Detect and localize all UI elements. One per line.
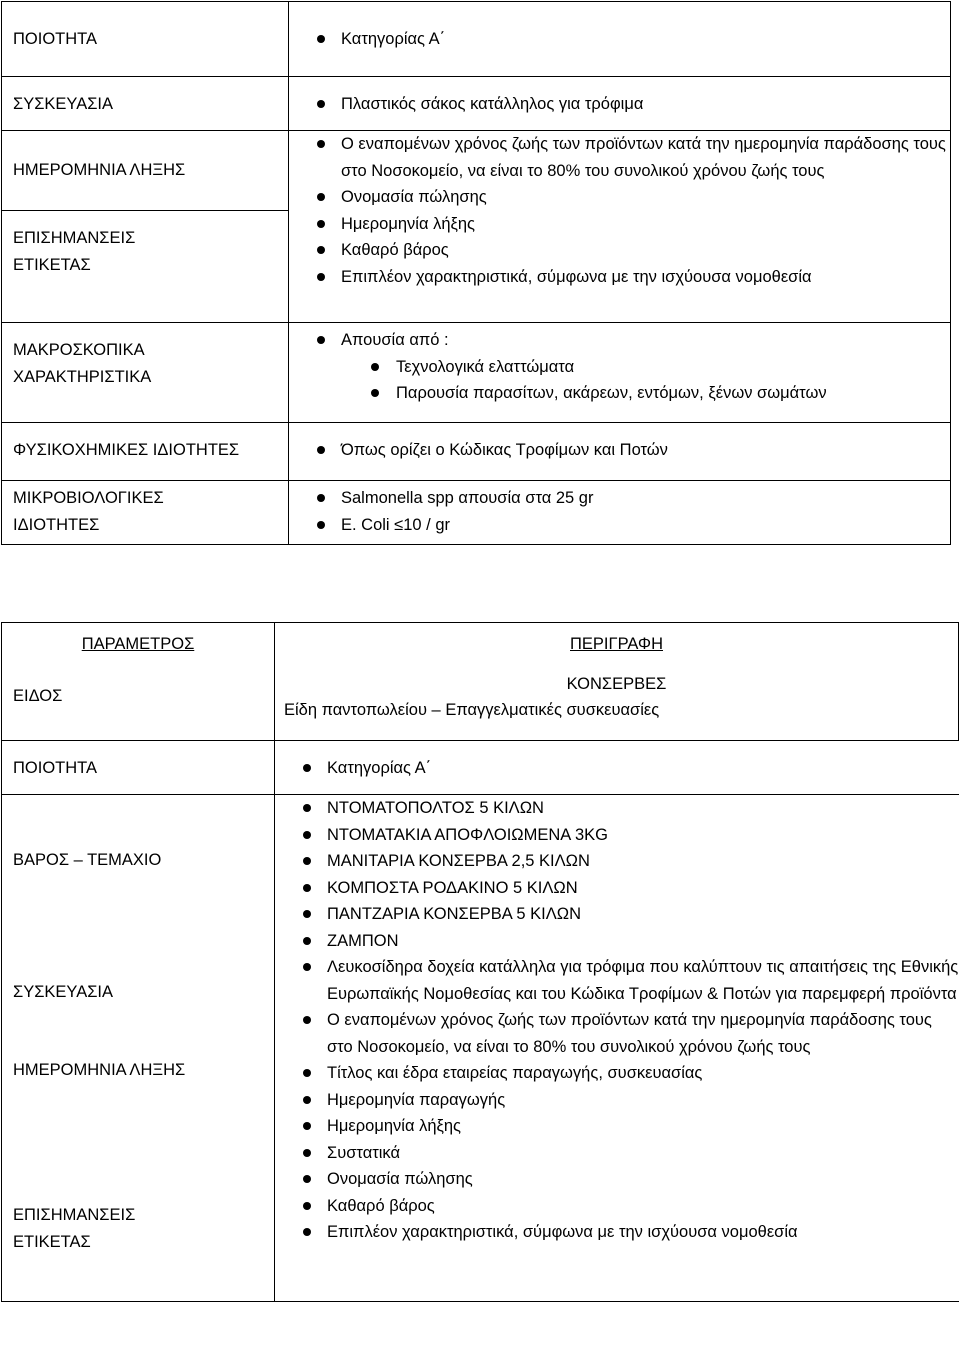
list-item: ΝΤΟΜΑΤΑΚΙΑ ΑΠΟΦΛΟΙΩΜΕΝΑ 3KG — [275, 822, 959, 849]
list-item: Καθαρό βάρος — [289, 237, 950, 264]
specs-table-1 — [1, 1, 951, 545]
macro-list — [289, 327, 950, 354]
list-item: Πλαστικός σάκος κατάλληλος για τρόφιμα — [289, 91, 950, 118]
list-item: Λευκοσίδηρα δοχεία κατάλληλα για τρόφιμα που καλύπτουν τις απαιτήσεις της Εθνικής Ευρωπαϊκής Νομοθεσίας και του Κώδικα Τροφίμων & Ποτών για παρεμφερή προϊόντα — [275, 954, 959, 1007]
labelling-label-cell — [2, 211, 289, 323]
big-value-cell — [275, 795, 959, 1302]
packaging2-label: ΣΥΣΚΕΥΑΣΙΑ — [13, 983, 113, 1001]
list-item: Ονομασία πώλησης — [289, 184, 950, 211]
list-item: Τεχνολογικά ελαττώματα — [289, 354, 950, 381]
labelling2-label-line-1: ΕΠΙΣΗΜΑΝΣΕΙΣ — [13, 1206, 136, 1224]
list-item: Κατηγορίας Α΄ — [289, 26, 950, 53]
kind-title: ΚΟΝΣΕΡΒΕΣ — [566, 675, 667, 693]
labelling2-label-line-2: ΕΤΙΚΕΤΑΣ — [13, 1232, 91, 1251]
labelling-label-line-1: ΕΠΙΣΗΜΑΝΣΕΙΣ — [13, 229, 136, 247]
physchem-list — [289, 437, 950, 464]
expiry-label-cell — [2, 131, 289, 211]
micro-label-line-2: ΙΔΙΟΤΗΤΕΣ — [13, 515, 100, 534]
macro-label-line-2: ΧΑΡΑΚΤΗΡΙΣΤΙΚΑ — [13, 367, 152, 386]
list-item: Ημερομηνία παραγωγής — [275, 1087, 959, 1114]
list-item: Ονομασία πώλησης — [275, 1166, 959, 1193]
list-item: Ο εναπομένων χρόνος ζωής των προϊόντων κατά την ημερομηνία παράδοσης τους στο Νοσοκομείο, να είναι το 80% του συνολικού χρόνου ζωής τους — [275, 1007, 959, 1060]
list-item: Όπως ορίζει ο Κώδικας Τροφίμων και Ποτών — [289, 437, 950, 464]
list-item: ΠΑΝΤΖΑΡΙΑ ΚΟΝΣΕΡΒΑ 5 ΚΙΛΩΝ — [275, 901, 959, 928]
quality2-list — [275, 755, 959, 782]
physchem-label: ΦΥΣΙΚΟΧΗΜΙΚΕΣ ΙΔΙΟΤΗΤΕΣ — [13, 441, 240, 459]
packaging-value-cell — [289, 77, 951, 131]
big-label-cell — [2, 795, 275, 1302]
micro-list — [289, 485, 950, 538]
list-item: ΚΟΜΠΟΣΤΑ ΡΟΔΑΚΙΝΟ 5 ΚΙΛΩΝ — [275, 875, 959, 902]
list-item: Ημερομηνία λήξης — [289, 211, 950, 238]
list-item: Κατηγορίας Α΄ — [275, 755, 959, 782]
expiry2-list — [275, 1007, 959, 1060]
labelling2-list — [275, 1060, 959, 1246]
list-item: Salmonella spp απουσία στα 25 gr — [289, 485, 950, 512]
quality2-value-cell — [275, 741, 959, 795]
list-item: ΜΑΝΙΤΑΡΙΑ ΚΟΝΣΕΡΒΑ 2,5 ΚΙΛΩΝ — [275, 848, 959, 875]
list-item: ΖΑΜΠΟΝ — [275, 928, 959, 955]
packaging-label-cell — [2, 77, 289, 131]
weight-list — [275, 795, 959, 954]
list-item: E. Coli ≤10 / gr — [289, 512, 950, 539]
param-header-cell — [2, 623, 275, 741]
specs-table-2 — [1, 622, 959, 1302]
weight-label: ΒΑΡΟΣ – ΤΕΜΑΧΙΟ — [13, 851, 162, 869]
physchem-label-cell — [2, 423, 289, 481]
labelling-label-line-2: ΕΤΙΚΕΤΑΣ — [13, 255, 91, 274]
list-item: Τίτλος και έδρα εταιρείας παραγωγής, συσκευασίας — [275, 1060, 959, 1087]
expiry-label: ΗΜΕΡΟΜΗΝΙΑ ΛΗΞΗΣ — [13, 161, 186, 179]
list-item: Παρουσία παρασίτων, ακάρεων, εντόμων, ξένων σωμάτων — [289, 380, 950, 407]
param-header: ΠΑΡΑΜΕΤΡΟΣ — [81, 635, 195, 653]
list-item: Ο εναπομένων χρόνος ζωής των προϊόντων κατά την ημερομηνία παράδοσης τους στο Νοσοκομείο, να είναι το 80% του συνολικού χρόνου ζωής τους — [289, 131, 950, 184]
macro-label-cell — [2, 323, 289, 423]
quality-list — [289, 26, 950, 53]
quality-label: ΠΟΙΟΤΗΤΑ — [13, 30, 98, 48]
kind-subtitle: Είδη παντοπωλείου – Επαγγελματικές συσκευασίες — [284, 701, 660, 719]
list-item: Επιπλέον χαρακτηριστικά, σύμφωνα με την ισχύουσα νομοθεσία — [289, 264, 950, 291]
list-item: Καθαρό βάρος — [275, 1193, 959, 1220]
list-item: Επιπλέον χαρακτηριστικά, σύμφωνα με την ισχύουσα νομοθεσία — [275, 1219, 959, 1246]
labelling-list — [289, 184, 950, 290]
quality-label-cell — [2, 2, 289, 77]
list-item: Ημερομηνία λήξης — [275, 1113, 959, 1140]
expiry-and-labelling-cell — [289, 131, 951, 323]
kind-label: ΕΙΔΟΣ — [13, 687, 63, 705]
expiry2-label: ΗΜΕΡΟΜΗΝΙΑ ΛΗΞΗΣ — [13, 1061, 186, 1079]
macro-value-cell — [289, 323, 951, 423]
physchem-value-cell — [289, 423, 951, 481]
desc-header-cell — [275, 623, 959, 741]
labelling2-label — [2, 1202, 135, 1255]
macro-sublist — [289, 354, 950, 407]
macro-label-line-1: ΜΑΚΡΟΣΚΟΠΙΚΑ — [13, 341, 145, 359]
list-item: Συστατικά — [275, 1140, 959, 1167]
list-item: ΝΤΟΜΑΤΟΠΟΛΤΟΣ 5 ΚΙΛΩΝ — [275, 795, 959, 822]
desc-header: ΠΕΡΙΓΡΑΦΗ — [570, 635, 663, 653]
quality-value-cell — [289, 2, 951, 77]
micro-value-cell — [289, 481, 951, 545]
micro-label-line-1: ΜΙΚΡΟΒΙΟΛΟΓΙΚΕΣ — [13, 489, 164, 507]
micro-label-cell — [2, 481, 289, 545]
quality2-label: ΠΟΙΟΤΗΤΑ — [13, 759, 98, 777]
macro-item: Απουσία από : — [289, 327, 950, 354]
packaging-list — [289, 91, 950, 118]
packaging-label: ΣΥΣΚΕΥΑΣΙΑ — [13, 95, 113, 113]
quality2-label-cell — [2, 741, 275, 795]
expiry-list — [289, 131, 950, 184]
packaging2-list — [275, 954, 959, 1007]
